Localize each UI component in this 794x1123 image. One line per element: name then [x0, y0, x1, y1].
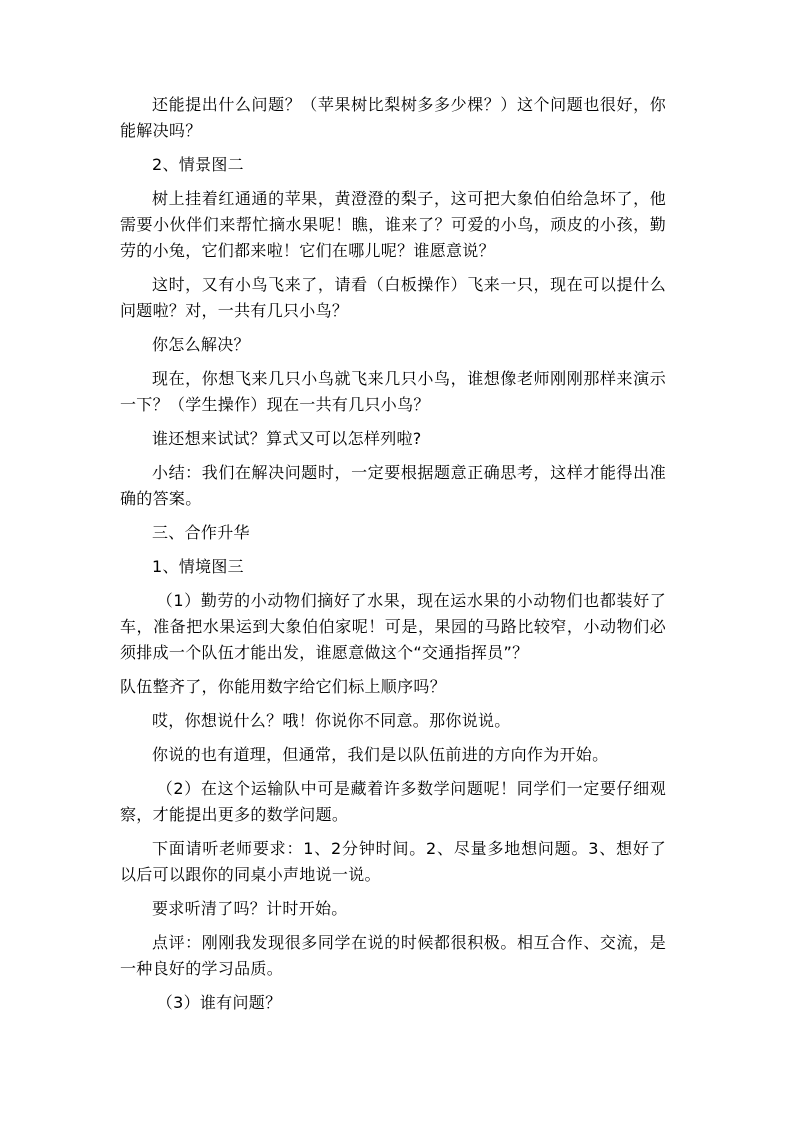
paragraph-followup-question: 还能提出什么问题？（苹果树比梨树多多少棵？）这个问题也很好，你能解决吗？	[120, 95, 666, 140]
paragraph-comment: 点评：刚刚我发现很多同学在说的时候都很积极。相互合作、交流，是一种良好的学习品质。	[120, 933, 666, 978]
paragraph-student-demo: 现在，你想飞来几只小鸟就飞来几只小鸟，谁想像老师刚刚那样来演示一下？（学生操作）现在一共有几只小鸟？	[120, 369, 666, 414]
paragraph-bird-flies-in: 这时，又有小鸟飞来了，请看（白板操作）飞来一只，现在可以提什么问题啦？对，一共有几只小鸟？	[120, 275, 666, 320]
paragraph-how-to-solve: 你怎么解决？	[152, 335, 250, 354]
paragraph-direction: 你说的也有道理，但通常，我们是以队伍前进的方向作为开始。	[152, 745, 609, 764]
document-body	[120, 92, 666, 1024]
paragraph-teacher-requirements: 下面请听老师要求：1、2分钟时间。2、尽量多地想问题。3、想好了以后可以跟你的同桌小声地说一说。	[120, 839, 666, 884]
heading-scene-three: 1、情境图三	[152, 557, 244, 576]
heading-section-three: 三、合作升华	[152, 523, 250, 542]
paragraph-transport-team: （1）勤劳的小动物们摘好了水果，现在运水果的小动物们也都装好了车，准备把水果运到大象伯伯家呢！可是，果园的马路比较窄，小动物们必须排成一个队伍才能出发，谁愿意做这个“交通指挥员”？	[120, 591, 666, 662]
paragraph-who-has-question: （3）谁有问题？	[156, 993, 282, 1012]
paragraph-summary: 小结：我们在解决问题时，一定要根据题意正确思考，这样才能得出准确的答案。	[120, 463, 666, 508]
heading-scene-two: 2、情景图二	[152, 155, 244, 174]
paragraph-timer-start: 要求听清了吗？计时开始。	[152, 899, 348, 918]
paragraph-math-problems: （2）在这个运输队中可是藏着许多数学问题呢！同学们一定要仔细观察，才能提出更多的数学问题。	[120, 779, 666, 824]
paragraph-try-again: 谁还想来试试？算式又可以怎样列啦?	[152, 429, 422, 448]
paragraph-fruit-trees: 树上挂着红通通的苹果，黄澄澄的梨子，这可把大象伯伯给急坏了，他需要小伙伴们来帮忙摘水果呢！瞧，谁来了？可爱的小鸟，顽皮的小孩，勤劳的小兔，它们都来啦！它们在哪儿呢？谁愿意说？	[120, 189, 666, 260]
paragraph-label-order: 队伍整齐了，你能用数字给它们标上顺序吗？	[120, 677, 447, 696]
paragraph-disagree: 哎，你想说什么？哦！你说你不同意。那你说说。	[152, 711, 511, 730]
